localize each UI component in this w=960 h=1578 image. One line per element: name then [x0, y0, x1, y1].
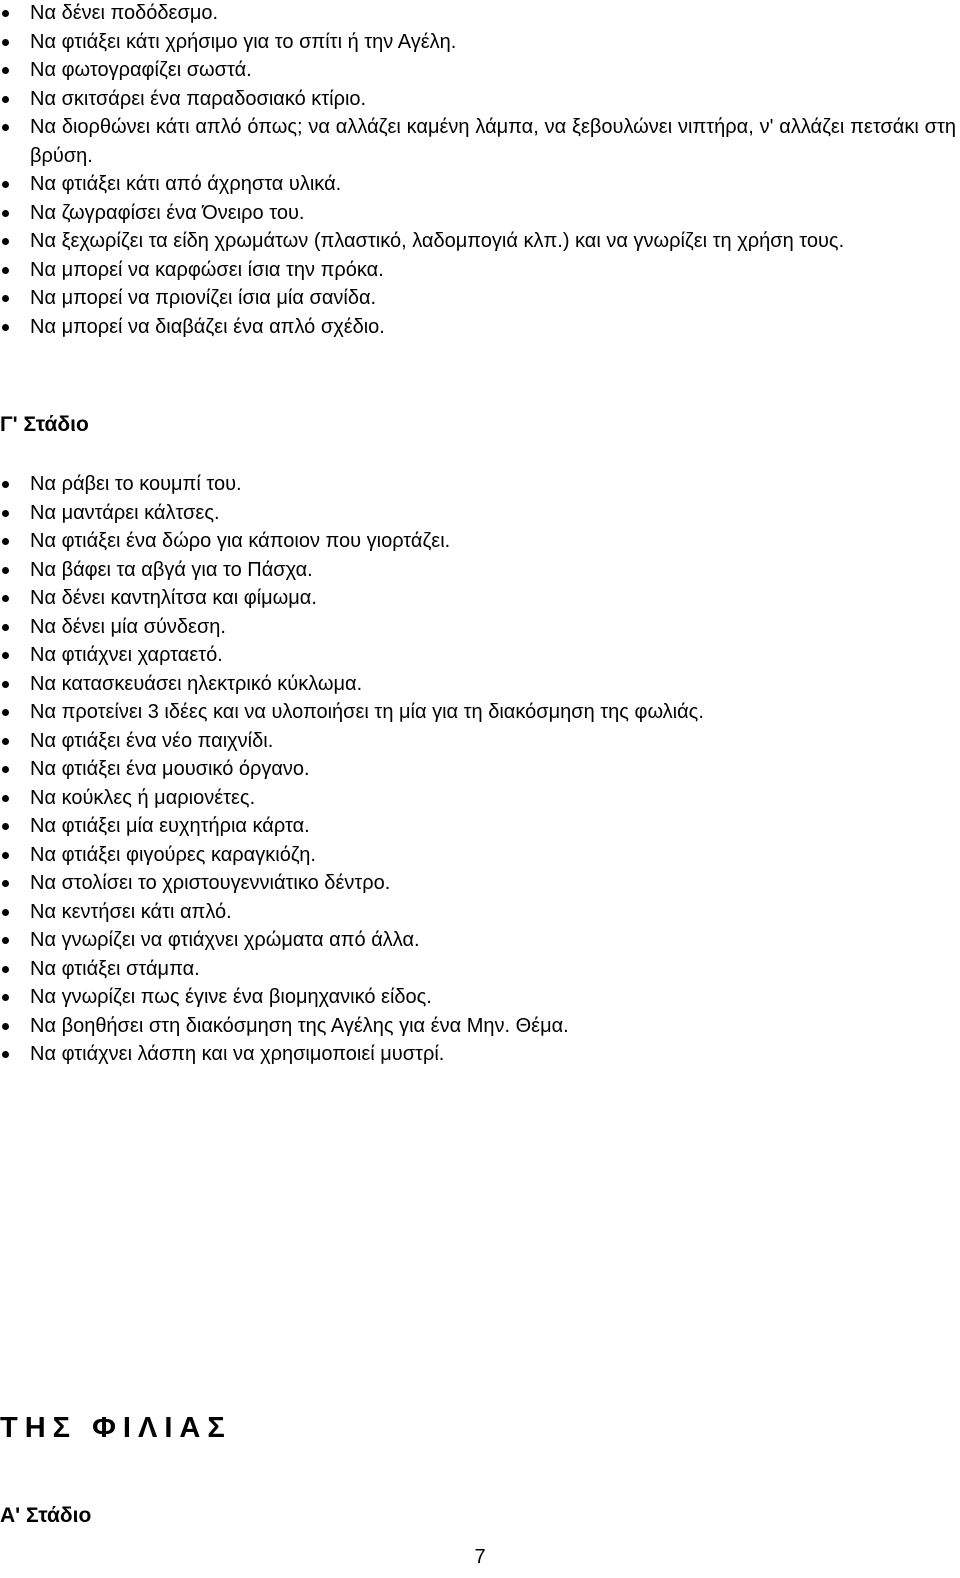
stage-gamma-bullet-list — [0, 470, 956, 1069]
list-item: Να φωτογραφίζει σωστά. — [0, 56, 956, 85]
list-item: Να φτιάξει κάτι από άχρηστα υλικά. — [0, 170, 956, 199]
top-bullet-list — [0, 0, 956, 341]
list-item: Να φτιάξει στάμπα. — [0, 955, 956, 984]
list-item: Να ράβει το κουμπί του. — [0, 470, 956, 499]
list-item: Να γνωρίζει να φτιάχνει χρώματα από άλλα. — [0, 926, 956, 955]
list-item: Να φτιάξει φιγούρες καραγκιόζη. — [0, 841, 956, 870]
list-item: Να μπορεί να διαβάζει ένα απλό σχέδιο. — [0, 313, 956, 342]
list-item: Να κεντήσει κάτι απλό. — [0, 898, 956, 927]
list-item: Να ξεχωρίζει τα είδη χρωμάτων (πλαστικό, λαδομπογιά κλπ.) και να γνωρίζει τη χρήση τους. — [0, 227, 956, 256]
list-item: Να φτιάξει ένα μουσικό όργανο. — [0, 755, 956, 784]
list-item: Να προτείνει 3 ιδέες και να υλοποιήσει τη μία για τη διακόσμηση της φωλιάς. — [0, 698, 956, 727]
list-item: Να μπορεί να πριονίζει ίσια μία σανίδα. — [0, 284, 956, 313]
list-item: Να φτιάχνει λάσπη και να χρησιμοποιεί μυστρί. — [0, 1040, 956, 1069]
list-item: Να μαντάρει κάλτσες. — [0, 499, 956, 528]
stage-gamma-heading: Γ' Στάδιο — [0, 413, 89, 436]
list-item: Να γνωρίζει πως έγινε ένα βιομηχανικό είδος. — [0, 983, 956, 1012]
list-item: Να κατασκευάσει ηλεκτρικό κύκλωμα. — [0, 670, 956, 699]
list-item: Να στολίσει το χριστουγεννιάτικο δέντρο. — [0, 869, 956, 898]
list-item: Να βοηθήσει στη διακόσμηση της Αγέλης για ένα Μην. Θέμα. — [0, 1012, 956, 1041]
section-title: ΤΗΣ ΦΙΛΙΑΣ — [0, 1412, 232, 1444]
list-item: Να σκιτσάρει ένα παραδοσιακό κτίριο. — [0, 85, 956, 114]
list-item: Να διορθώνει κάτι απλό όπως; να αλλάζει καμένη λάμπα, να ξεβουλώνει νιπτήρα, ν' αλλάζει πετσάκι στη βρύση. — [0, 113, 956, 170]
list-item: Να φτιάχνει χαρταετό. — [0, 641, 956, 670]
stage-alpha-heading: Α' Στάδιο — [0, 1504, 92, 1527]
page-number-text: 7 — [474, 1546, 486, 1568]
list-item: Να φτιάξει ένα δώρο για κάποιον που γιορτάζει. — [0, 527, 956, 556]
list-item: Να ζωγραφίσει ένα Όνειρο του. — [0, 199, 956, 228]
list-item: Να κούκλες ή μαριονέτες. — [0, 784, 956, 813]
page-number — [0, 1546, 960, 1569]
list-item: Να φτιάξει κάτι χρήσιμο για το σπίτι ή την Αγέλη. — [0, 28, 956, 57]
list-item: Να φτιάξει μία ευχητήρια κάρτα. — [0, 812, 956, 841]
list-item: Να δένει μία σύνδεση. — [0, 613, 956, 642]
list-item: Να μπορεί να καρφώσει ίσια την πρόκα. — [0, 256, 956, 285]
list-item: Να βάφει τα αβγά για το Πάσχα. — [0, 556, 956, 585]
list-item: Να δένει ποδόδεσμο. — [0, 0, 956, 28]
list-item: Να δένει καντηλίτσα και φίμωμα. — [0, 584, 956, 613]
list-item: Να φτιάξει ένα νέο παιχνίδι. — [0, 727, 956, 756]
